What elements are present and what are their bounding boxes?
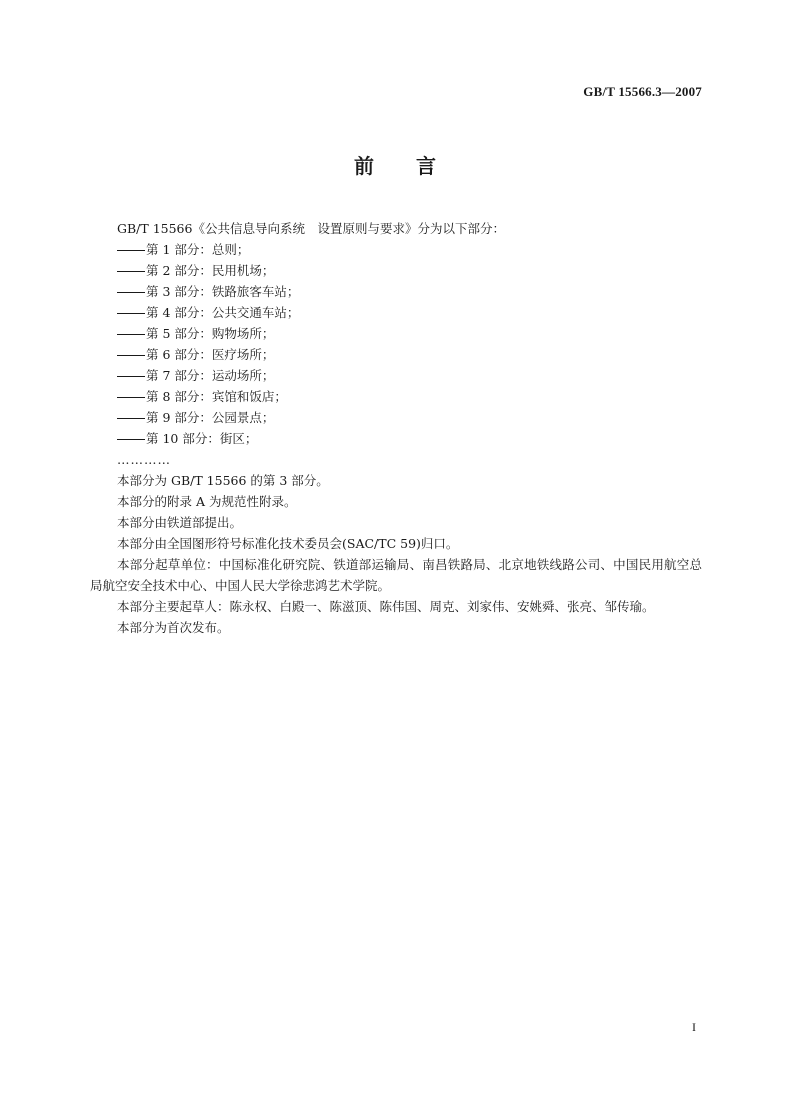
dash-mark [117,334,145,335]
dash-mark [117,271,145,272]
paragraph-annex: 本部分的附录 A 为规范性附录。 [117,494,297,509]
list-item-text: 第 1 部分：总则； [146,242,250,257]
list-item [90,365,702,386]
list-item [90,302,702,323]
paragraph-first-release: 本部分为首次发布。 [117,620,230,635]
page-title [0,150,792,179]
list-item-text: 第 6 部分：医疗场所； [146,347,275,362]
dash-mark [117,397,145,398]
title-char-1: 前 [354,154,376,178]
paragraph-drafting-units: 本部分起草单位：中国标准化研究院、铁道部运输局、南昌铁路局、北京地铁线路公司、中国民用航空总局航空安全技术中心、中国人民大学徐悲鸿艺术学院。 [90,557,702,593]
list-item-text: 第 4 部分：公共交通车站； [146,305,300,320]
standard-number: GB/T 15566.3—2007 [583,84,702,99]
paragraph-committee: 本部分由全国图形符号标准化技术委员会(SAC/TC 59)归口。 [117,536,459,551]
dash-mark [117,292,145,293]
list-item [90,260,702,281]
parts-list [90,239,702,470]
list-item-text: 第 5 部分：购物场所； [146,326,275,341]
paragraph-drafters: 本部分主要起草人：陈永权、白殿一、陈滋顶、陈伟国、周克、刘家伟、安姚舜、张亮、邹传瑜。 [117,599,655,614]
list-item [90,407,702,428]
list-item [90,323,702,344]
list-item-text: 第 2 部分：民用机场； [146,263,275,278]
dash-mark [117,313,145,314]
dash-mark [117,439,145,440]
list-item [90,239,702,260]
page-number: I [692,1020,696,1034]
list-item-text: 第 8 部分：宾馆和饭店； [146,389,287,404]
dash-mark [117,250,145,251]
dash-mark [117,355,145,356]
foreword-body [90,218,702,638]
dash-mark [117,376,145,377]
list-item [90,428,702,449]
title-char-2: 言 [416,154,438,178]
list-item-text: 第 3 部分：铁路旅客车站； [146,284,300,299]
dash-mark [117,418,145,419]
paragraph-proposer: 本部分由铁道部提出。 [117,515,243,530]
list-item-text: 第 9 部分：公园景点； [146,410,275,425]
list-item [90,386,702,407]
list-item [90,344,702,365]
list-item-text: 第 10 部分：街区； [146,431,258,446]
list-item [90,281,702,302]
list-ellipsis: ………… [117,452,171,467]
paragraph-part-number: 本部分为 GB/T 15566 的第 3 部分。 [117,473,329,488]
intro-paragraph: GB/T 15566《公共信息导向系统 设置原则与要求》分为以下部分： [117,221,505,236]
list-item-text: 第 7 部分：运动场所； [146,368,275,383]
